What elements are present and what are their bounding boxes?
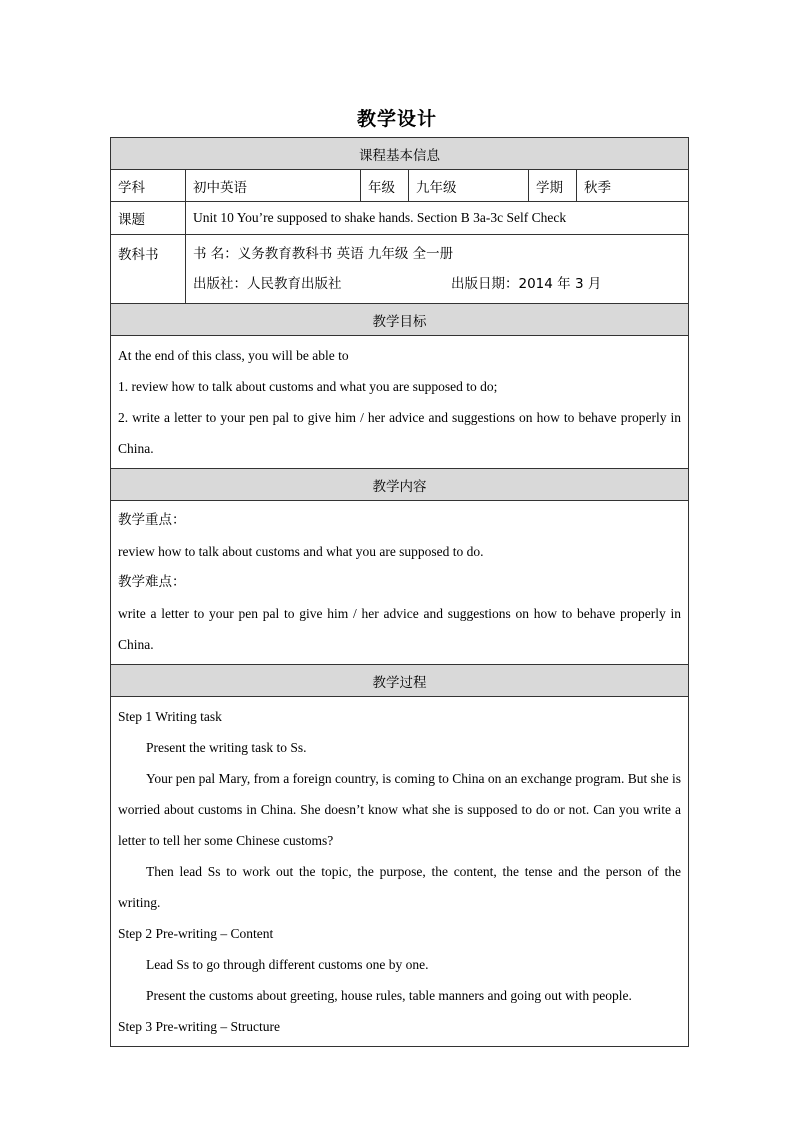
difficult-points-label: 教学难点： <box>118 574 186 590</box>
content-row <box>111 501 689 665</box>
section-header-basic <box>111 138 689 170</box>
process-body <box>111 697 689 1047</box>
grade-label: 年级 <box>361 170 409 202</box>
term-value: 秋季 <box>577 170 689 202</box>
publish-date: 出版日期：2014 年 3 月 <box>451 276 602 292</box>
step-paragraph: Lead Ss to go through different customs one by one. <box>146 957 429 972</box>
lesson-plan-table <box>110 137 689 1047</box>
section-title-content: 教学内容 <box>111 469 689 501</box>
section-header-process <box>111 665 689 697</box>
topic-row <box>111 202 689 235</box>
objective-item: 2. write a letter to your pen pal to give him / her advice and suggestions on how to behave properly in China. <box>118 410 681 456</box>
grade-value: 九年级 <box>409 170 529 202</box>
objective-intro: At the end of this class, you will be able to <box>118 348 349 363</box>
textbook-row <box>111 235 689 304</box>
process-row <box>111 697 689 1047</box>
step-paragraph: Present the writing task to Ss. <box>146 740 307 755</box>
section-header-objectives <box>111 304 689 336</box>
publisher-line <box>193 269 681 299</box>
key-points-text: review how to talk about customs and what you are supposed to do. <box>118 544 484 559</box>
publisher: 出版社：人民教育出版社 <box>193 276 342 292</box>
subject-row <box>111 170 689 202</box>
key-points-label: 教学重点： <box>118 512 186 528</box>
textbook-info <box>186 235 689 304</box>
term-label: 学期 <box>529 170 577 202</box>
objective-item: 1. review how to talk about customs and what you are supposed to do; <box>118 379 498 394</box>
difficult-points-text: write a letter to your pen pal to give him / her advice and suggestions on how to behave properly in China. <box>118 606 681 652</box>
section-title-objectives: 教学目标 <box>111 304 689 336</box>
page-title: 教学设计 <box>356 108 437 130</box>
objectives-content <box>111 336 689 469</box>
step-paragraph: Then lead Ss to work out the topic, the purpose, the content, the tense and the person of the writing. <box>118 864 681 910</box>
step-heading: Step 2 Pre-writing – Content <box>118 926 274 941</box>
textbook-label: 教科书 <box>111 235 186 304</box>
section-title-basic: 课程基本信息 <box>111 138 689 170</box>
content-body <box>111 501 689 665</box>
subject-label: 学科 <box>111 170 186 202</box>
subject-value: 初中英语 <box>186 170 361 202</box>
topic-label: 课题 <box>111 202 186 235</box>
section-header-content <box>111 469 689 501</box>
book-name-line: 书 名：义务教育教科书 英语 九年级 全一册 <box>193 246 454 262</box>
objectives-row <box>111 336 689 469</box>
step-paragraph: Present the customs about greeting, house rules, table manners and going out with people. <box>146 988 632 1003</box>
topic-value: Unit 10 You’re supposed to shake hands. Section B 3a-3c Self Check <box>186 202 689 235</box>
section-title-process: 教学过程 <box>111 665 689 697</box>
writing-task-paragraph: Your pen pal Mary, from a foreign country, is coming to China on an exchange program. But she is worried about customs in China. She doesn’t know what she is supposed to do or not. Can you write a letter to tell her some Chinese customs? <box>118 771 681 848</box>
step-heading: Step 3 Pre-writing – Structure <box>118 1019 280 1034</box>
step-heading: Step 1 Writing task <box>118 709 222 724</box>
